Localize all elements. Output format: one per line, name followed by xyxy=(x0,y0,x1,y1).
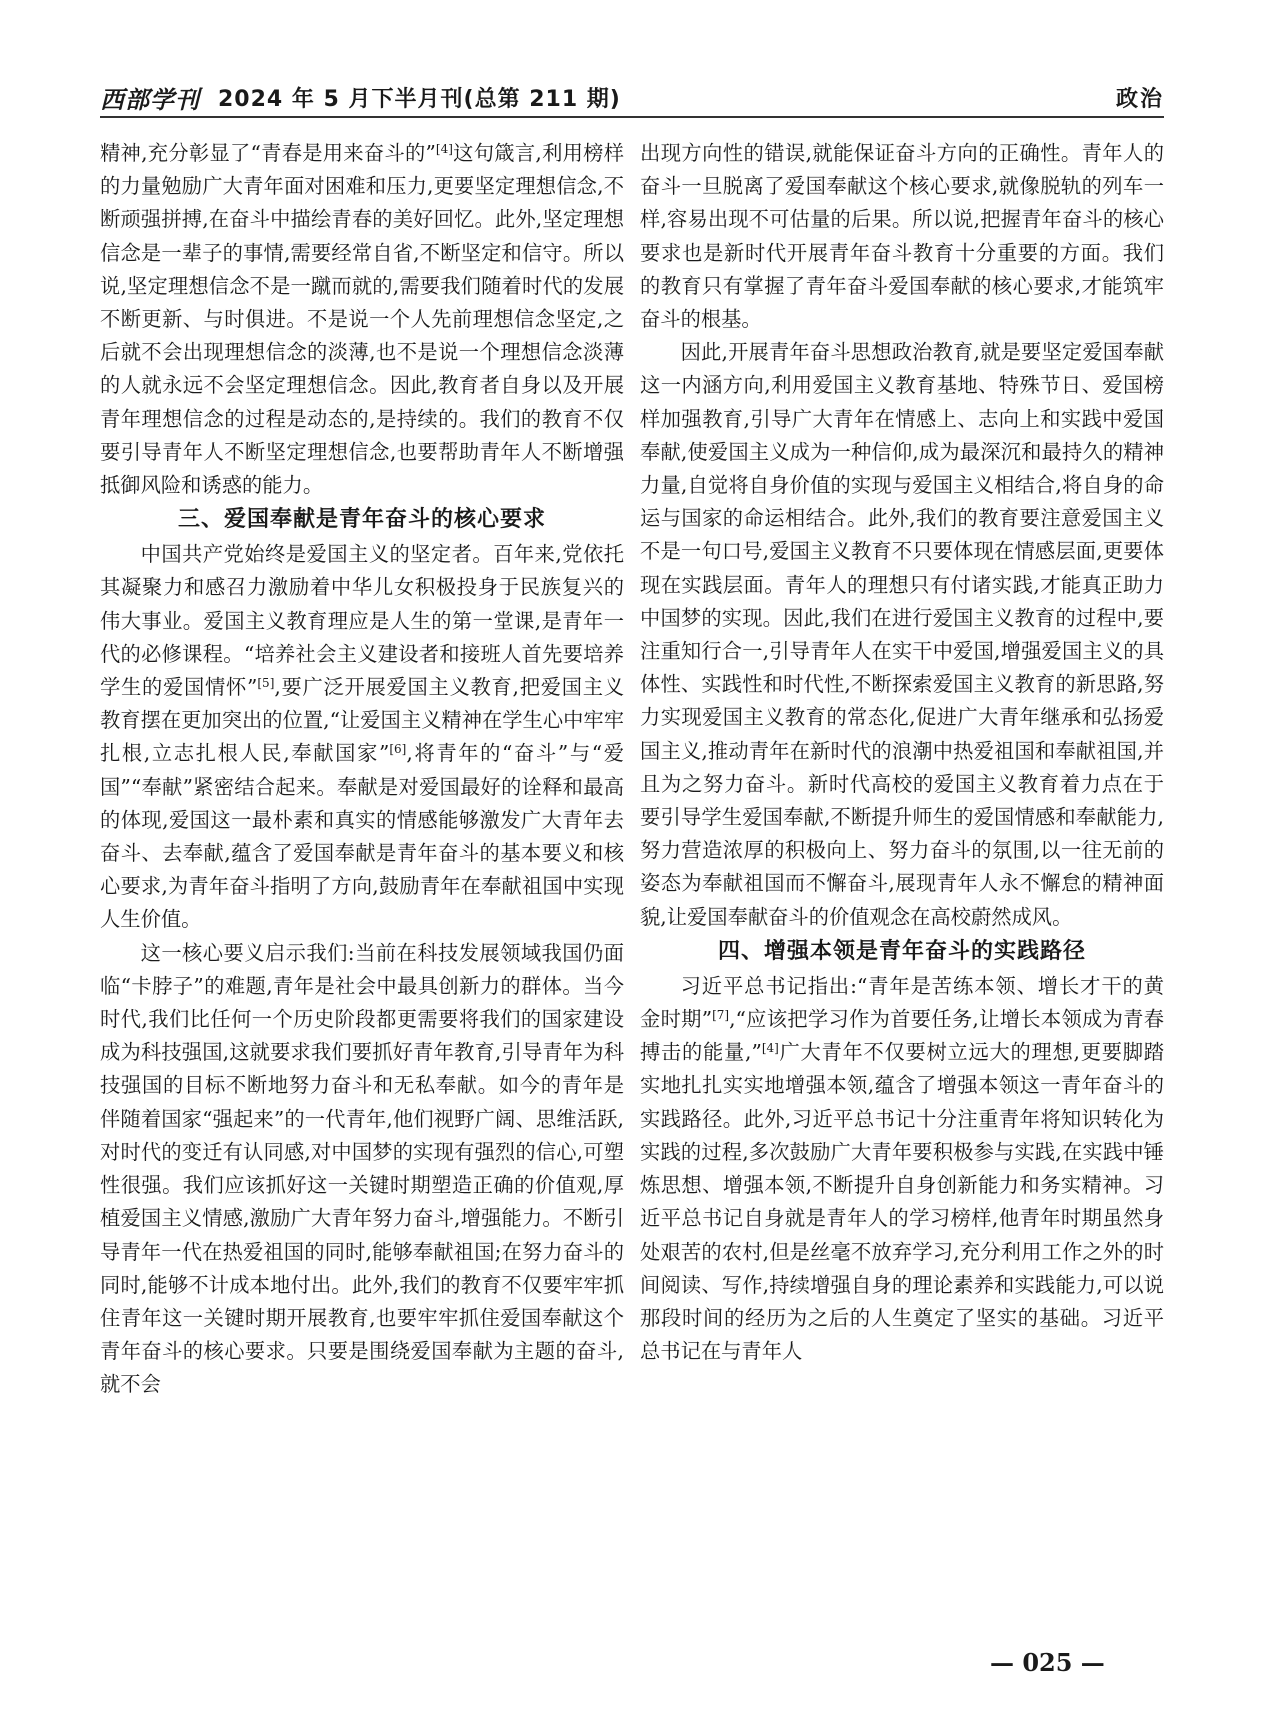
text: 习近平总书记指出:“青年是苦练本领、增长才干的黄金时期” xyxy=(640,973,1164,1032)
left-column xyxy=(100,137,624,1617)
section-heading-4: 四、增强本领是青年奋斗的实践路径 xyxy=(717,938,1086,964)
citation: [7] xyxy=(712,1008,730,1023)
text: 这句箴言,利用榜样的力量勉励广大青年面对困难和压力,更要坚定理想信念,不断顽强拼搏,在奋斗中描绘青春的美好回忆。此外,坚定理想信念是一辈子的事情,需要经常自省,不断坚定和信守。所以说,坚定理想信念不是一蹴而就的,需要我们随着时代的发展不断更新、与时俱进。不是说一个人先前理想信念坚定,之后就不会出现理想信念的淡薄,也不是说一个理想信念淡薄的人就永远不会坚定理想信念。因此,教育者自身以及开展青年理想信念的过程是动态的,是持续的。我们的教育不仅要引导青年人不断坚定理想信念,也要帮助青年人不断增强抵御风险和诱惑的能力。 xyxy=(100,141,624,498)
right-column xyxy=(640,137,1164,1617)
citation: [5] xyxy=(257,676,275,691)
running-header xyxy=(100,80,1164,120)
paragraph: 因此,开展青年奋斗思想政治教育,就是要坚定爱国奉献这一内涵方向,利用爱国主义教育基地、特殊节日、爱国榜样加强教育,引导广大青年在情感上、志向上和实践中爱国奉献,使爱国主义成为一种信仰,成为最深沉和最持久的精神力量,自觉将自身价值的实现与爱国主义相结合,将自身的命运与国家的命运相结合。此外,我们的教育要注意爱国主义不是一句口号,爱国主义教育不只要体现在情感层面,更要体现在实践层面。青年人的理想只有付诸实践,才能真正助力中国梦的实现。因此,我们在进行爱国主义教育的过程中,要注重知行合一,引导青年人在实干中爱国,增强爱国主义的具体性、实践性和时代性,不断探索爱国主义教育的新思路,努力实现爱国主义教育的常态化,促进广大青年继承和弘扬爱国主义,推动青年在新时代的浪潮中热爱祖国和奉献祖国,并且为之努力奋斗。新时代高校的爱国主义教育着力点在于要引导学生爱国奉献,不断提升师生的爱国情感和奉献能力,努力营造浓厚的积极向上、努力奋斗的氛围,以一往无前的姿态为奉献祖国而不懈奋斗,展现青年人永不懈怠的精神面貌,让爱国奉献奋斗的价值观念在高校蔚然成风。 xyxy=(640,340,1164,929)
paragraph xyxy=(640,970,1164,1368)
text: ,“应该把学习作为首要任务,让增长本领成为青春搏击的能量,” xyxy=(640,1007,1164,1065)
journal-logo: 西部学刊 xyxy=(100,85,200,114)
section-name: 政治 xyxy=(1115,87,1164,112)
header-rule xyxy=(100,116,1164,118)
text: ,将青年的“奋斗”与“爱国”“奉献”紧密结合起来。奉献是对爱国最好的诠释和最高的体现,爱国这一最朴素和真实的情感能够激发广大青年去奋斗、去奉献,蕴含了爱国奉献是青年奋斗的基本要义和核心要求,为青年奋斗指明了方向,鼓励青年在奉献祖国中实现人生价值。 xyxy=(100,741,624,932)
text: 广大青年不仅要树立远大的理想,更要脚踏实地扎扎实实地增强本领,蕴含了增强本领这一青年奋斗的实践路径。此外,习近平总书记十分注重青年将知识转化为实践的过程,多次鼓励广大青年要积极参与实践,在实践中锤炼思想、增强本领,不断提升自身创新能力和务实精神。习近平总书记自身就是青年人的学习榜样,他青年时期虽然身处艰苦的农村,但是丝毫不放弃学习,充分利用工作之外的时间阅读、写作,持续增强自身的理论素养和实践能力,可以说那段时间的经历为之后的人生奠定了坚实的基础。习近平总书记在与青年人 xyxy=(640,1040,1164,1364)
citation: [6] xyxy=(389,742,407,757)
page-number: — 025 — xyxy=(990,1648,1105,1677)
text: 精神,充分彰显了“青春是用来奋斗的” xyxy=(100,141,436,165)
paragraph xyxy=(100,137,624,502)
paragraph xyxy=(100,538,624,936)
text: 中国共产党始终是爱国主义的坚定者。百年来,党依托其凝聚力和感召力激励着中华儿女积极投身于民族复兴的伟大事业。爱国主义教育理应是人生的第一堂课,是青年一代的必修课程。“培养社会主义建设者和接班人首先要培养学生的爱国情怀” xyxy=(100,542,624,700)
paragraph: 出现方向性的错误,就能保证奋斗方向的正确性。青年人的奋斗一旦脱离了爱国奉献这个核心要求,就像脱轨的列车一样,容易出现不可估量的后果。所以说,把握青年奋斗的核心要求也是新时代开展青年奋斗教育十分重要的方面。我们的教育只有掌握了青年奋斗爱国奉献的核心要求,才能筑牢奋斗的根基。 xyxy=(640,141,1164,332)
paragraph: 这一核心要义启示我们:当前在科技发展领域我国仍面临“卡脖子”的难题,青年是社会中最具创新力的群体。当今时代,我们比任何一个历史阶段都更需要将我们的国家建设成为科技强国,这就要求我们要抓好青年教育,引导青年为科技强国的目标不断地努力奋斗和无私奉献。如今的青年是伴随着国家“强起来”的一代青年,他们视野广阔、思维活跃,对时代的变迁有认同感,对中国梦的实现有强烈的信心,可塑性很强。我们应该抓好这一关键时期塑造正确的价值观,厚植爱国主义情感,激励广大青年努力奋斗,增强能力。不断引导青年一代在热爱祖国的同时,能够奉献祖国;在努力奋斗的同时,能够不计成本地付出。此外,我们的教育不仅要牢牢抓住青年这一关键时期开展教育,也要牢牢抓住爱国奉献这个青年奋斗的核心要求。只要是围绕爱国奉献为主题的奋斗,就不会 xyxy=(100,940,624,1397)
citation: [4] xyxy=(435,142,453,156)
text: ,要广泛开展爱国主义教育,把爱国主义教育摆在更加突出的位置,“让爱国主义精神在学生心中牢牢扎根,立志扎根人民,奉献国家” xyxy=(100,675,624,766)
issue-info: 2024 年 5 月下半月刊(总第 211 期) xyxy=(218,87,621,112)
citation: [4] xyxy=(761,1041,779,1056)
section-heading-3: 三、爱国奉献是青年奋斗的核心要求 xyxy=(177,507,546,533)
